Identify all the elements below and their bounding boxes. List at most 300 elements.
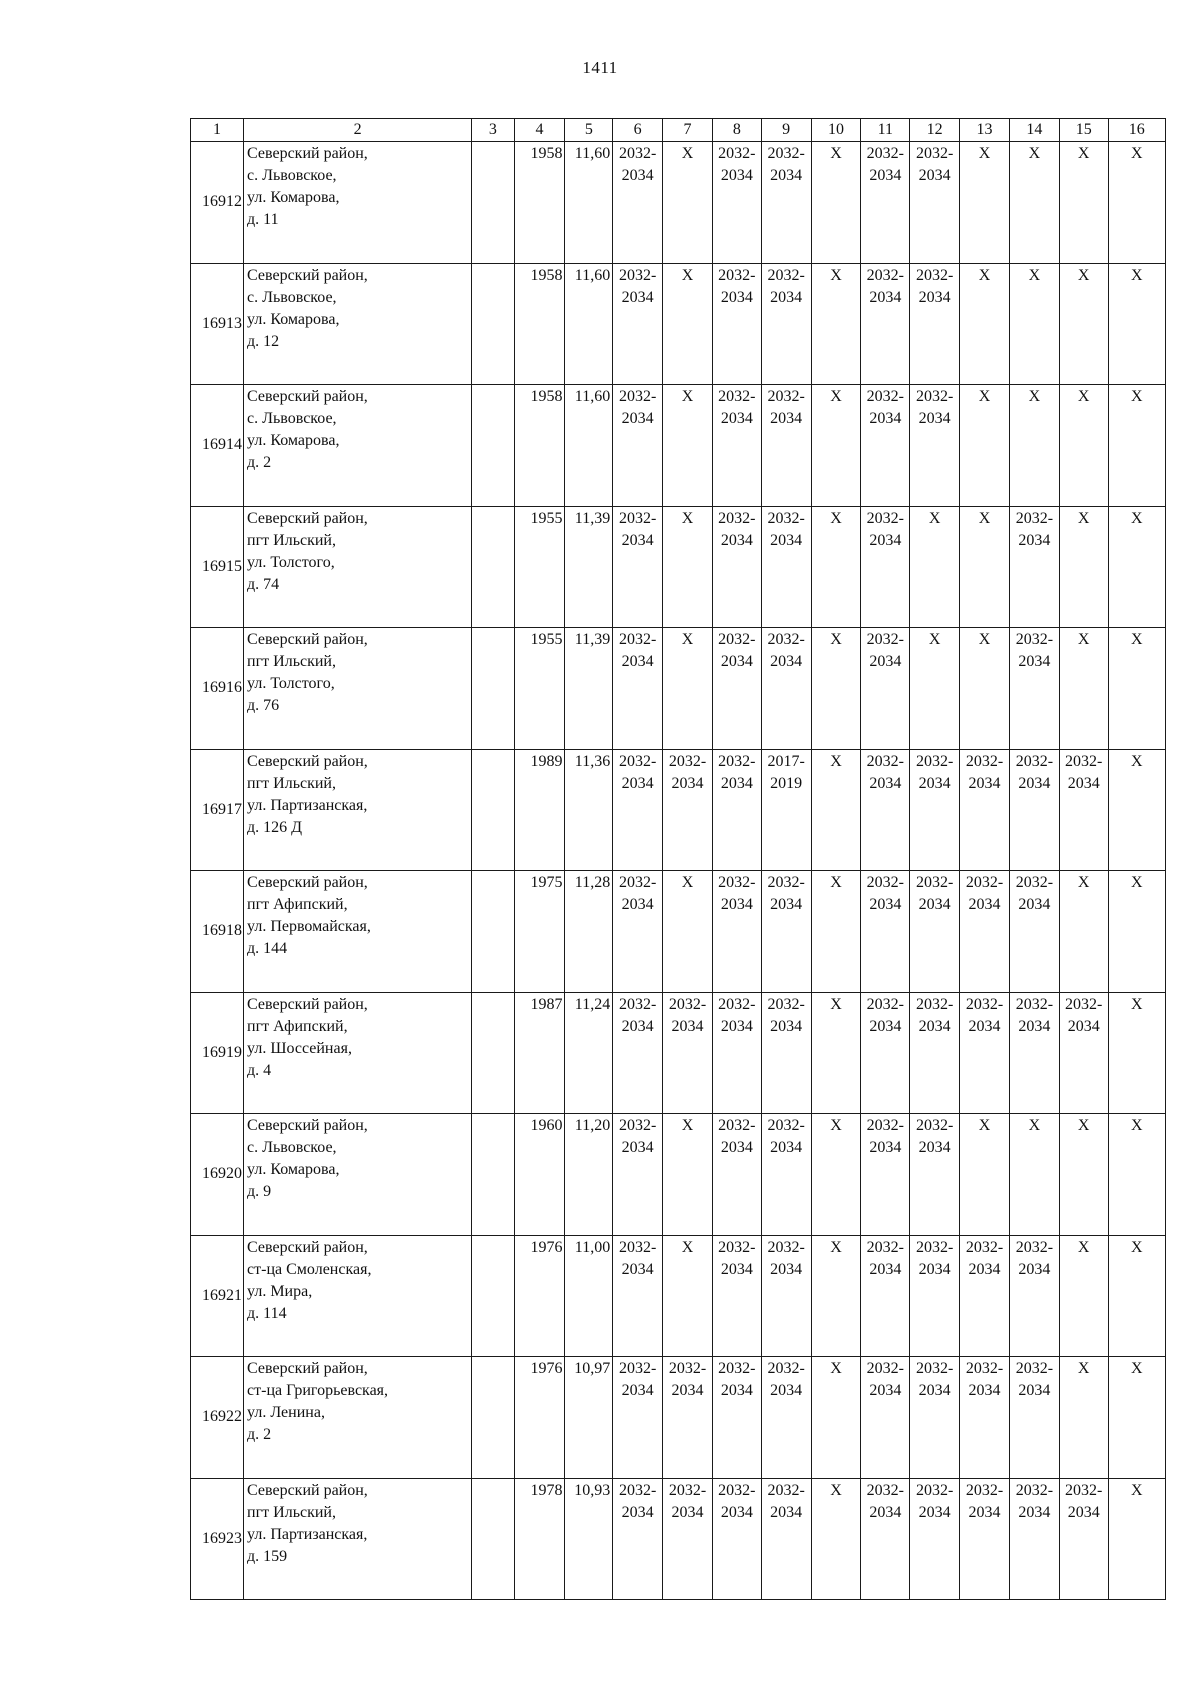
period-cell-col-8 (712, 1235, 761, 1357)
period-cell-col-8 (712, 506, 761, 628)
address-line: Северский район, (247, 1360, 368, 1377)
period-line: X (830, 1360, 842, 1377)
period-line: 2034 (671, 1503, 704, 1521)
col3-cell (472, 263, 514, 385)
row-id: 16917 (191, 749, 244, 871)
period-cell-col-12 (910, 263, 960, 385)
period-cell-col-8 (712, 749, 761, 871)
period-line: 2032- (767, 388, 805, 405)
period-line: 2032- (866, 388, 904, 405)
row-id: 16914 (191, 385, 244, 507)
period-line: 2034 (720, 288, 753, 306)
period-line: X (681, 266, 694, 284)
period-line: 2032- (916, 1481, 954, 1499)
period-cell-col-11 (861, 871, 910, 993)
period-cell-col-7 (663, 1235, 713, 1357)
period-cell-col-15 (1059, 749, 1108, 871)
period-line: 2032- (767, 1481, 805, 1499)
period-line: 2019 (770, 774, 803, 792)
address-line: ул. Толстого, (247, 675, 335, 692)
year-cell: 1958 (514, 385, 565, 507)
period-line: 2032- (1015, 509, 1054, 527)
period-line: 2034 (1018, 774, 1051, 792)
period-line: 2032- (668, 995, 707, 1013)
period-cell-col-16 (1108, 871, 1165, 993)
period-cell-col-6 (613, 385, 663, 507)
period-line: 2034 (968, 774, 1001, 792)
value-cell: 11,24 (565, 992, 613, 1114)
col3-cell (472, 385, 514, 507)
table-row (191, 992, 1166, 1114)
column-header-14: 14 (1009, 119, 1059, 142)
address-cell (244, 749, 472, 871)
period-cell-col-13 (960, 1114, 1010, 1236)
value-cell: 11,28 (565, 871, 613, 993)
period-line: X (1131, 995, 1143, 1013)
period-line: X (928, 631, 941, 648)
period-line: 2032- (767, 1238, 805, 1256)
address-line: ул. Толстого, (247, 553, 335, 571)
period-cell-col-16 (1108, 992, 1165, 1114)
period-line: 2032- (1015, 874, 1054, 891)
period-cell-col-9 (761, 992, 811, 1114)
period-line: 2034 (770, 1503, 803, 1521)
value-cell: 11,39 (565, 506, 613, 628)
period-line: 2034 (869, 896, 902, 913)
period-cell-col-12 (910, 385, 960, 507)
period-line: 2032- (618, 388, 657, 405)
period-cell-col-10 (811, 992, 861, 1114)
address-cell (244, 506, 472, 628)
period-cell-col-9 (761, 263, 811, 385)
address-line: д. 2 (247, 1426, 272, 1443)
period-cell-col-14 (1009, 385, 1059, 507)
period-line: 2032- (916, 752, 954, 770)
column-header-12: 12 (910, 119, 960, 142)
address-line: ст-ца Григорьевская, (247, 1382, 389, 1399)
period-line: 2034 (918, 410, 951, 427)
period-cell-col-11 (861, 1478, 910, 1600)
col3-cell (472, 992, 514, 1114)
period-line: 2032- (866, 631, 904, 648)
period-cell-col-13 (960, 992, 1010, 1114)
period-line: 2034 (918, 1017, 951, 1035)
period-line: 2034 (1018, 896, 1051, 913)
period-line: 2032- (1065, 752, 1103, 770)
period-line: 2034 (1067, 1017, 1100, 1035)
table-row (191, 263, 1166, 385)
period-line: X (978, 266, 991, 284)
value-cell: 11,60 (565, 263, 613, 385)
address-line: пгт Ильский, (247, 774, 336, 792)
period-line: 2034 (918, 1503, 951, 1521)
col3-cell (472, 1235, 514, 1357)
col3-cell (472, 506, 514, 628)
period-cell-col-16 (1108, 142, 1165, 264)
period-line: 2034 (770, 167, 803, 184)
header-row (191, 119, 1166, 142)
period-cell-col-10 (811, 628, 861, 750)
period-line: 2032- (965, 874, 1004, 891)
address-cell (244, 1235, 472, 1357)
address-line: д. 12 (247, 332, 280, 350)
period-line: 2032- (767, 1360, 805, 1377)
period-cell-col-15 (1059, 506, 1108, 628)
period-line: 2034 (869, 288, 902, 306)
address-line: ул. Ленина, (247, 1404, 325, 1421)
period-cell-col-12 (910, 142, 960, 264)
address-cell (244, 871, 472, 993)
period-line: X (1077, 631, 1090, 648)
period-line: 2034 (720, 653, 753, 670)
period-line: 2032- (1065, 1481, 1103, 1499)
period-cell-col-6 (613, 871, 663, 993)
period-line: 2032- (618, 1117, 657, 1134)
column-header-2: 2 (244, 119, 472, 142)
period-line: 2034 (918, 896, 951, 913)
period-line: 2032- (916, 266, 954, 284)
col3-cell (472, 749, 514, 871)
col3-cell (472, 871, 514, 993)
period-line: 2034 (1018, 1017, 1051, 1035)
address-cell (244, 385, 472, 507)
period-cell-col-13 (960, 1235, 1010, 1357)
table-row (191, 1357, 1166, 1479)
row-id: 16923 (191, 1478, 244, 1600)
period-line: X (830, 631, 842, 648)
table-row (191, 142, 1166, 264)
period-cell-col-11 (861, 749, 910, 871)
year-cell: 1976 (514, 1235, 565, 1357)
period-cell-col-6 (613, 263, 663, 385)
table-row (191, 1235, 1166, 1357)
period-line: 2034 (869, 1139, 902, 1156)
period-cell-col-15 (1059, 871, 1108, 993)
year-cell: 1987 (514, 992, 565, 1114)
period-line: X (1028, 388, 1041, 405)
period-cell-col-7 (663, 263, 713, 385)
period-line: 2034 (621, 288, 654, 306)
period-cell-col-14 (1009, 749, 1059, 871)
address-cell (244, 992, 472, 1114)
period-line: 2034 (918, 1382, 951, 1399)
period-cell-col-15 (1059, 263, 1108, 385)
period-line: 2034 (968, 1382, 1001, 1399)
period-line: 2034 (1018, 1382, 1051, 1399)
period-cell-col-7 (663, 142, 713, 264)
period-line: X (830, 388, 842, 405)
column-header-3: 3 (472, 119, 514, 142)
period-line: X (1077, 266, 1090, 284)
address-line: ул. Комарова, (247, 432, 340, 449)
col3-cell (472, 1114, 514, 1236)
row-id: 16915 (191, 506, 244, 628)
period-cell-col-7 (663, 992, 713, 1114)
period-line: 2032- (866, 509, 904, 527)
period-line: 2032- (1015, 1360, 1054, 1377)
column-header-6: 6 (613, 119, 663, 142)
address-line: пгт Афипский, (247, 896, 348, 913)
value-cell: 11,20 (565, 1114, 613, 1236)
address-line: с. Львовское, (247, 288, 337, 306)
period-line: 2034 (869, 1017, 902, 1035)
address-line: д. 74 (247, 575, 280, 593)
address-line: д. 4 (247, 1061, 272, 1079)
address-line: Северский район, (247, 995, 368, 1013)
table-row (191, 1478, 1166, 1600)
period-line: 2034 (770, 288, 803, 306)
period-line: X (1028, 1117, 1041, 1134)
period-line: 2017- (767, 752, 805, 770)
table-row (191, 628, 1166, 750)
period-line: 2032- (718, 388, 756, 405)
period-cell-col-9 (761, 749, 811, 871)
period-line: X (1131, 1117, 1143, 1134)
period-line: 2034 (621, 1139, 654, 1156)
address-line: пгт Ильский, (247, 653, 336, 670)
period-line: 2034 (770, 531, 803, 549)
period-line: 2034 (869, 1260, 902, 1278)
year-cell: 1960 (514, 1114, 565, 1236)
address-line: д. 114 (247, 1304, 287, 1322)
period-cell-col-12 (910, 506, 960, 628)
year-cell: 1989 (514, 749, 565, 871)
period-cell-col-16 (1108, 1114, 1165, 1236)
period-line: 2034 (621, 774, 654, 792)
register-table (190, 118, 1166, 1600)
period-line: 2032- (618, 874, 657, 891)
period-line: 2034 (720, 167, 753, 184)
period-cell-col-6 (613, 142, 663, 264)
period-cell-col-14 (1009, 1235, 1059, 1357)
period-cell-col-14 (1009, 506, 1059, 628)
period-line: 2034 (621, 653, 654, 670)
period-line: 2034 (621, 1382, 654, 1399)
period-cell-col-15 (1059, 1357, 1108, 1479)
period-line: 2032- (718, 145, 756, 162)
period-cell-col-11 (861, 1235, 910, 1357)
period-line: 2034 (1018, 1503, 1051, 1521)
period-line: 2032- (618, 1360, 657, 1377)
period-cell-col-15 (1059, 385, 1108, 507)
period-line: 2032- (1015, 631, 1054, 648)
period-cell-col-9 (761, 1235, 811, 1357)
period-line: 2034 (1018, 531, 1051, 549)
period-cell-col-14 (1009, 1114, 1059, 1236)
address-line: д. 126 Д (247, 818, 303, 836)
column-header-9: 9 (761, 119, 811, 142)
period-line: 2032- (965, 995, 1004, 1013)
period-line: 2032- (718, 266, 756, 284)
period-line: 2032- (866, 752, 904, 770)
year-cell: 1978 (514, 1478, 565, 1600)
period-cell-col-7 (663, 506, 713, 628)
period-line: X (1077, 509, 1090, 527)
period-line: 2034 (1018, 1260, 1051, 1278)
period-line: 2034 (720, 1260, 753, 1278)
column-header-10: 10 (811, 119, 861, 142)
period-line: 2034 (720, 774, 753, 792)
row-id: 16913 (191, 263, 244, 385)
period-line: 2032- (618, 631, 657, 648)
period-cell-col-7 (663, 628, 713, 750)
period-cell-col-8 (712, 263, 761, 385)
column-header-16: 16 (1108, 119, 1165, 142)
year-cell: 1958 (514, 142, 565, 264)
address-line: ул. Партизанская, (247, 1525, 368, 1543)
period-cell-col-12 (910, 871, 960, 993)
period-line: 2032- (916, 1117, 954, 1134)
period-line: X (830, 266, 842, 284)
period-cell-col-15 (1059, 1114, 1108, 1236)
period-line: 2032- (965, 1360, 1004, 1377)
period-line: X (1131, 631, 1143, 648)
period-cell-col-14 (1009, 871, 1059, 993)
column-header-15: 15 (1059, 119, 1108, 142)
address-line: Северский район, (247, 1238, 368, 1256)
value-cell: 11,60 (565, 385, 613, 507)
period-cell-col-12 (910, 992, 960, 1114)
period-line: X (681, 509, 694, 527)
period-cell-col-7 (663, 385, 713, 507)
period-line: 2034 (621, 531, 654, 549)
column-header-5: 5 (565, 119, 613, 142)
period-cell-col-6 (613, 992, 663, 1114)
value-cell: 10,97 (565, 1357, 613, 1479)
period-line: X (978, 1117, 991, 1134)
period-line: 2032- (618, 1481, 657, 1499)
period-line: 2032- (618, 752, 657, 770)
period-line: X (1131, 509, 1143, 527)
period-line: X (830, 1238, 842, 1256)
period-line: 2032- (866, 874, 904, 891)
period-line: X (681, 388, 694, 405)
period-line: 2034 (621, 167, 654, 184)
period-line: X (978, 631, 991, 648)
period-line: 2034 (918, 288, 951, 306)
table-row (191, 1114, 1166, 1236)
period-line: 2034 (770, 1260, 803, 1278)
value-cell: 11,60 (565, 142, 613, 264)
period-line: X (830, 874, 842, 891)
address-line: ул. Комарова, (247, 189, 340, 206)
period-cell-col-9 (761, 628, 811, 750)
period-line: 2032- (866, 1238, 904, 1256)
period-line: 2034 (720, 1382, 753, 1399)
period-line: 2032- (916, 874, 954, 891)
period-cell-col-13 (960, 628, 1010, 750)
period-line: X (1131, 145, 1143, 162)
period-line: 2032- (916, 145, 954, 162)
address-line: д. 9 (247, 1183, 272, 1200)
period-cell-col-9 (761, 871, 811, 993)
row-id: 16922 (191, 1357, 244, 1479)
period-cell-col-8 (712, 1357, 761, 1479)
row-id: 16919 (191, 992, 244, 1114)
period-cell-col-14 (1009, 1478, 1059, 1600)
address-line: пгт Ильский, (247, 531, 336, 549)
address-line: д. 144 (247, 940, 288, 957)
period-line: X (681, 145, 694, 162)
period-cell-col-16 (1108, 749, 1165, 871)
period-line: 2034 (1067, 1503, 1100, 1521)
period-cell-col-6 (613, 1357, 663, 1479)
column-header-11: 11 (861, 119, 910, 142)
row-id: 16918 (191, 871, 244, 993)
period-line: X (1077, 1238, 1090, 1256)
period-line: X (1131, 1360, 1143, 1377)
period-line: 2032- (668, 1360, 707, 1377)
year-cell: 1975 (514, 871, 565, 993)
address-line: пгт Ильский, (247, 1503, 336, 1521)
period-line: 2034 (869, 1382, 902, 1399)
period-cell-col-12 (910, 1357, 960, 1479)
period-cell-col-8 (712, 385, 761, 507)
period-line: X (1077, 1117, 1090, 1134)
period-line: 2034 (770, 1139, 803, 1156)
period-line: 2034 (968, 1503, 1001, 1521)
address-line: д. 76 (247, 697, 280, 714)
period-line: X (681, 874, 694, 891)
period-line: 2034 (770, 896, 803, 913)
column-header-1: 1 (191, 119, 244, 142)
period-cell-col-8 (712, 992, 761, 1114)
period-cell-col-12 (910, 1114, 960, 1236)
period-cell-col-10 (811, 749, 861, 871)
period-line: 2034 (1018, 653, 1051, 670)
period-cell-col-6 (613, 506, 663, 628)
address-line: с. Львовское, (247, 167, 337, 184)
period-line: 2034 (621, 896, 654, 913)
year-cell: 1955 (514, 506, 565, 628)
col3-cell (472, 142, 514, 264)
table-body (191, 142, 1166, 1600)
period-line: 2034 (869, 653, 902, 670)
period-cell-col-11 (861, 1114, 910, 1236)
period-line: X (928, 509, 941, 527)
address-line: пгт Афипский, (247, 1017, 348, 1035)
period-cell-col-9 (761, 1114, 811, 1236)
period-cell-col-15 (1059, 628, 1108, 750)
period-cell-col-14 (1009, 142, 1059, 264)
period-line: 2034 (671, 774, 704, 792)
period-line: 2034 (621, 1260, 654, 1278)
address-line: ул. Мира, (247, 1282, 313, 1300)
address-line: ул. Шоссейная, (247, 1039, 352, 1057)
column-header-13: 13 (960, 119, 1010, 142)
period-cell-col-6 (613, 1478, 663, 1600)
period-cell-col-10 (811, 142, 861, 264)
address-line: д. 11 (247, 211, 279, 228)
address-line: ул. Партизанская, (247, 796, 368, 814)
address-line: Северский район, (247, 1481, 368, 1499)
period-line: X (830, 1481, 842, 1499)
period-cell-col-8 (712, 1114, 761, 1236)
period-line: 2034 (671, 1382, 704, 1399)
period-cell-col-9 (761, 142, 811, 264)
period-cell-col-9 (761, 385, 811, 507)
period-line: X (681, 1238, 694, 1256)
period-line: 2032- (1015, 752, 1054, 770)
period-line: 2032- (767, 145, 805, 162)
address-line: Северский район, (247, 388, 368, 405)
period-cell-col-13 (960, 142, 1010, 264)
period-line: 2032- (618, 1238, 657, 1256)
period-line: X (1077, 388, 1090, 405)
period-line: 2034 (671, 1017, 704, 1035)
period-cell-col-10 (811, 871, 861, 993)
period-cell-col-13 (960, 1478, 1010, 1600)
